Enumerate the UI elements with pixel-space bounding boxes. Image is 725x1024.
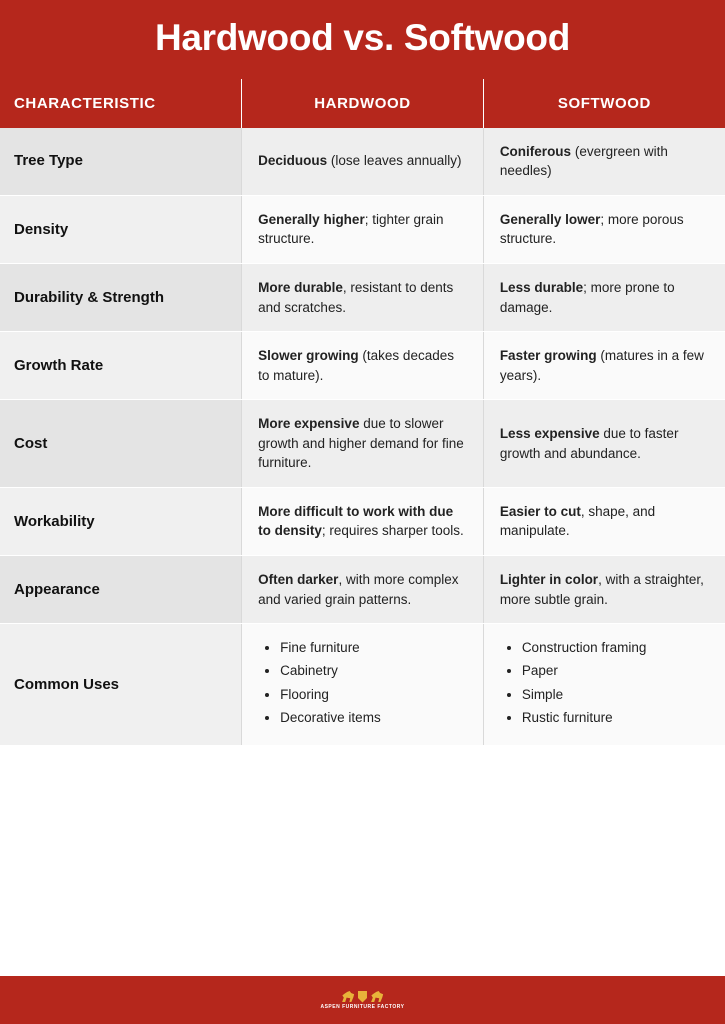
row-label: Common Uses (0, 624, 242, 746)
list-item: • Construction framing (522, 638, 709, 658)
table-body (0, 128, 725, 746)
cell-text: (evergreen with needles) (499, 143, 668, 179)
cell-text: ; requires sharper tools. (321, 523, 464, 539)
list-item: • Paper (522, 661, 709, 681)
hardwood-cell (242, 400, 484, 488)
table-row (0, 195, 725, 263)
cell-text: ; tighter grain structure. (258, 211, 444, 247)
table-row (0, 332, 725, 400)
softwood-uses-list (500, 638, 709, 728)
column-header-characteristic: CHARACTERISTIC (0, 79, 242, 128)
column-header-hardwood: HARDWOOD (242, 79, 484, 128)
cell-text: (takes decades to mature). (258, 348, 454, 383)
table-head (0, 79, 725, 128)
horse-icon (341, 991, 355, 1002)
row-label: Tree Type (0, 128, 242, 196)
comparison-table (0, 79, 725, 746)
hardwood-cell (242, 128, 484, 196)
cell-text: (lose leaves annually) (327, 153, 462, 169)
table-row (0, 556, 725, 624)
row-label: Growth Rate (0, 332, 242, 400)
brand-name: ASPEN FURNITURE FACTORY (320, 1003, 405, 1010)
cell-text: , with a straighter, more subtle grain. (499, 572, 704, 607)
table-row (0, 263, 725, 331)
softwood-cell (483, 624, 725, 746)
cell-text: , shape, and manipulate. (499, 503, 656, 539)
list-item: • Cabinetry (280, 661, 467, 681)
column-header-softwood: SOFTWOOD (483, 79, 725, 128)
table-row (0, 487, 725, 555)
horse-icon (370, 991, 384, 1002)
cell-emphasis: Often darker (258, 572, 339, 587)
table-row (0, 128, 725, 196)
row-label: Durability & Strength (0, 263, 242, 331)
horse-crest-icon (341, 991, 384, 1003)
row-label: Appearance (0, 556, 242, 624)
hardwood-cell (242, 263, 484, 331)
cell-emphasis: Generally higher (258, 211, 365, 227)
hardwood-cell (242, 624, 484, 746)
comparison-table-wrapper (0, 79, 725, 976)
list-item: • Flooring (280, 685, 467, 705)
footer-bar (0, 976, 725, 1024)
softwood-cell (483, 332, 725, 400)
list-item: • Rustic furniture (522, 708, 709, 728)
list-item: • Decorative items (280, 708, 467, 728)
softwood-cell (483, 400, 725, 488)
cell-emphasis: More expensive (258, 416, 360, 432)
cell-emphasis: Lighter in color (499, 572, 599, 587)
hardwood-cell (242, 332, 484, 400)
row-label: Cost (0, 400, 242, 488)
cell-text: , resistant to dents and scratches. (258, 279, 454, 315)
cell-emphasis: Less durable (499, 279, 584, 295)
cell-emphasis: Deciduous (258, 153, 328, 169)
row-label: Workability (0, 487, 242, 555)
hardwood-uses-list (258, 638, 467, 728)
hardwood-cell (242, 556, 484, 624)
hardwood-cell (242, 195, 484, 263)
cell-emphasis: Less expensive (499, 425, 600, 441)
cell-emphasis: Easier to cut (499, 503, 581, 519)
cell-text: ; more prone to damage. (499, 279, 675, 315)
list-item: • Simple (522, 685, 709, 705)
list-item: • Fine furniture (280, 638, 467, 658)
softwood-cell (483, 195, 725, 263)
table-row (0, 400, 725, 488)
cell-emphasis: Generally lower (499, 211, 601, 227)
softwood-cell (483, 128, 725, 196)
title-bar (0, 0, 725, 79)
softwood-cell (483, 556, 725, 624)
row-label: Density (0, 195, 242, 263)
softwood-cell (483, 263, 725, 331)
cell-emphasis: Slower growing (258, 348, 359, 364)
cell-text: due to slower growth and higher demand for fine furniture. (258, 416, 464, 471)
cell-emphasis: More durable (258, 279, 343, 295)
table-row (0, 624, 725, 746)
cell-text: due to faster growth and abundance. (499, 425, 679, 461)
cell-emphasis: Coniferous (499, 143, 572, 159)
page-title: Hardwood vs. Softwood (154, 17, 571, 58)
softwood-cell (483, 487, 725, 555)
cell-emphasis: Faster growing (499, 348, 597, 364)
cell-emphasis: More difficult to work with due to density (258, 503, 454, 539)
brand-logo (320, 991, 404, 1010)
shield-icon (358, 991, 367, 1003)
cell-text: ; more porous structure. (499, 211, 684, 247)
cell-text: , with more complex and varied grain patterns. (258, 572, 459, 607)
cell-text: (matures in a few years). (499, 348, 704, 383)
hardwood-cell (242, 487, 484, 555)
table-header-row (0, 79, 725, 128)
